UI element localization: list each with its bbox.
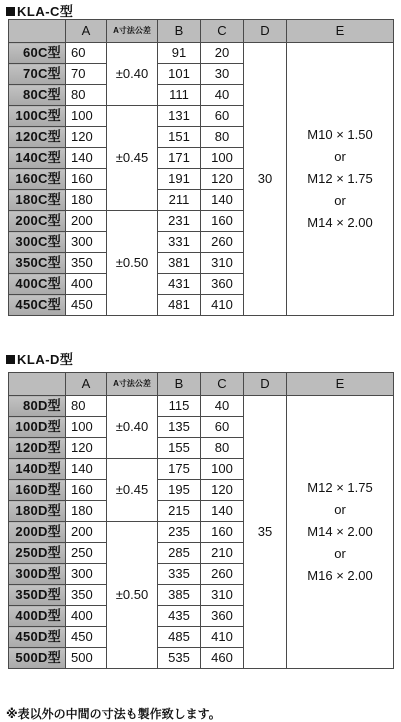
c-cell: 140 [201,190,244,211]
e-line: or [334,149,346,164]
c-cell: 30 [201,64,244,85]
model-cell: 350D型 [9,585,66,606]
model-cell: 120C型 [9,127,66,148]
a-cell: 70 [66,64,107,85]
model-cell: 250D型 [9,543,66,564]
b-cell: 171 [158,148,201,169]
model-cell: 400D型 [9,606,66,627]
e-cell [287,43,394,316]
c-cell: 140 [201,501,244,522]
model-cell: 80D型 [9,396,66,417]
b-cell: 131 [158,106,201,127]
a-cell: 160 [66,480,107,501]
header-model [9,20,66,43]
c-cell: 100 [201,459,244,480]
c-cell: 60 [201,417,244,438]
model-cell: 100D型 [9,417,66,438]
b-cell: 215 [158,501,201,522]
a-cell: 200 [66,522,107,543]
bullet-square-icon [6,7,15,16]
b-cell: 191 [158,169,201,190]
tolerance-cell: ±0.40 [107,396,158,459]
a-cell: 500 [66,648,107,669]
b-cell: 535 [158,648,201,669]
c-cell: 460 [201,648,244,669]
kla-d-title-text: KLA-D型 [17,352,74,367]
c-cell: 310 [201,253,244,274]
header-a-tolerance: A寸法公差 [107,20,158,43]
b-cell: 235 [158,522,201,543]
c-cell: 120 [201,169,244,190]
a-cell: 80 [66,396,107,417]
c-cell: 60 [201,106,244,127]
c-cell: 210 [201,543,244,564]
header-a: A [66,373,107,396]
c-cell: 310 [201,585,244,606]
model-cell: 160D型 [9,480,66,501]
e-line: M16 × 2.00 [307,568,373,583]
a-cell: 100 [66,417,107,438]
header-e: E [287,20,394,43]
b-cell: 151 [158,127,201,148]
model-cell: 200C型 [9,211,66,232]
d-cell: 35 [244,396,287,669]
model-cell: 450D型 [9,627,66,648]
c-cell: 120 [201,480,244,501]
c-cell: 360 [201,274,244,295]
e-line: or [334,502,346,517]
a-cell: 350 [66,585,107,606]
a-cell: 80 [66,85,107,106]
c-cell: 410 [201,627,244,648]
header-row [9,20,394,43]
b-cell: 155 [158,438,201,459]
tolerance-cell: ±0.40 [107,43,158,106]
c-cell: 20 [201,43,244,64]
kla-d-title [6,349,73,368]
c-cell: 260 [201,232,244,253]
b-cell: 431 [158,274,201,295]
c-cell: 100 [201,148,244,169]
a-cell: 160 [66,169,107,190]
e-line: M12 × 1.75 [307,171,373,186]
model-cell: 300D型 [9,564,66,585]
a-cell: 350 [66,253,107,274]
model-cell: 140C型 [9,148,66,169]
tolerance-cell: ±0.45 [107,106,158,211]
b-cell: 381 [158,253,201,274]
header-a: A [66,20,107,43]
header-row [9,373,394,396]
e-line: M14 × 2.00 [307,524,373,539]
c-cell: 160 [201,211,244,232]
model-cell: 120D型 [9,438,66,459]
tolerance-cell: ±0.45 [107,459,158,522]
model-cell: 350C型 [9,253,66,274]
a-cell: 450 [66,627,107,648]
a-cell: 200 [66,211,107,232]
header-b: B [158,20,201,43]
bullet-square-icon [6,355,15,364]
model-cell: 60C型 [9,43,66,64]
a-cell: 60 [66,43,107,64]
c-cell: 80 [201,127,244,148]
c-cell: 160 [201,522,244,543]
a-cell: 400 [66,606,107,627]
kla-c-title-text: KLA-C型 [17,4,74,19]
c-cell: 40 [201,396,244,417]
e-line: or [334,546,346,561]
b-cell: 115 [158,396,201,417]
model-cell: 450C型 [9,295,66,316]
kla-d-table [8,372,394,669]
header-model [9,373,66,396]
b-cell: 195 [158,480,201,501]
model-cell: 70C型 [9,64,66,85]
model-cell: 140D型 [9,459,66,480]
b-cell: 435 [158,606,201,627]
b-cell: 285 [158,543,201,564]
c-cell: 360 [201,606,244,627]
a-cell: 400 [66,274,107,295]
header-b: B [158,373,201,396]
a-cell: 180 [66,190,107,211]
c-cell: 80 [201,438,244,459]
model-cell: 400C型 [9,274,66,295]
b-cell: 175 [158,459,201,480]
b-cell: 481 [158,295,201,316]
table-row [9,396,394,417]
header-e: E [287,373,394,396]
model-cell: 100C型 [9,106,66,127]
a-cell: 180 [66,501,107,522]
header-d: D [244,373,287,396]
model-cell: 80C型 [9,85,66,106]
header-d: D [244,20,287,43]
b-cell: 385 [158,585,201,606]
b-cell: 135 [158,417,201,438]
kla-c-title [6,1,73,20]
model-cell: 180C型 [9,190,66,211]
header-c: C [201,373,244,396]
d-cell: 30 [244,43,287,316]
c-cell: 410 [201,295,244,316]
b-cell: 211 [158,190,201,211]
a-cell: 120 [66,438,107,459]
b-cell: 485 [158,627,201,648]
b-cell: 111 [158,85,201,106]
tolerance-cell: ±0.50 [107,522,158,669]
table-row [9,43,394,64]
a-cell: 120 [66,127,107,148]
b-cell: 335 [158,564,201,585]
e-line: or [334,193,346,208]
a-cell: 140 [66,459,107,480]
kla-c-table [8,19,394,316]
model-cell: 180D型 [9,501,66,522]
a-cell: 300 [66,564,107,585]
a-cell: 140 [66,148,107,169]
a-cell: 250 [66,543,107,564]
model-cell: 160C型 [9,169,66,190]
footnote: ※表以外の中間の寸法も製作致します。 [6,707,221,721]
a-cell: 100 [66,106,107,127]
tolerance-cell: ±0.50 [107,211,158,316]
header-a-tolerance: A寸法公差 [107,373,158,396]
b-cell: 231 [158,211,201,232]
e-line: M10 × 1.50 [307,127,373,142]
a-cell: 300 [66,232,107,253]
header-c: C [201,20,244,43]
e-line: M14 × 2.00 [307,215,373,230]
c-cell: 40 [201,85,244,106]
model-cell: 200D型 [9,522,66,543]
b-cell: 91 [158,43,201,64]
b-cell: 101 [158,64,201,85]
model-cell: 300C型 [9,232,66,253]
model-cell: 500D型 [9,648,66,669]
b-cell: 331 [158,232,201,253]
e-line: M12 × 1.75 [307,480,373,495]
e-cell [287,396,394,669]
a-cell: 450 [66,295,107,316]
c-cell: 260 [201,564,244,585]
